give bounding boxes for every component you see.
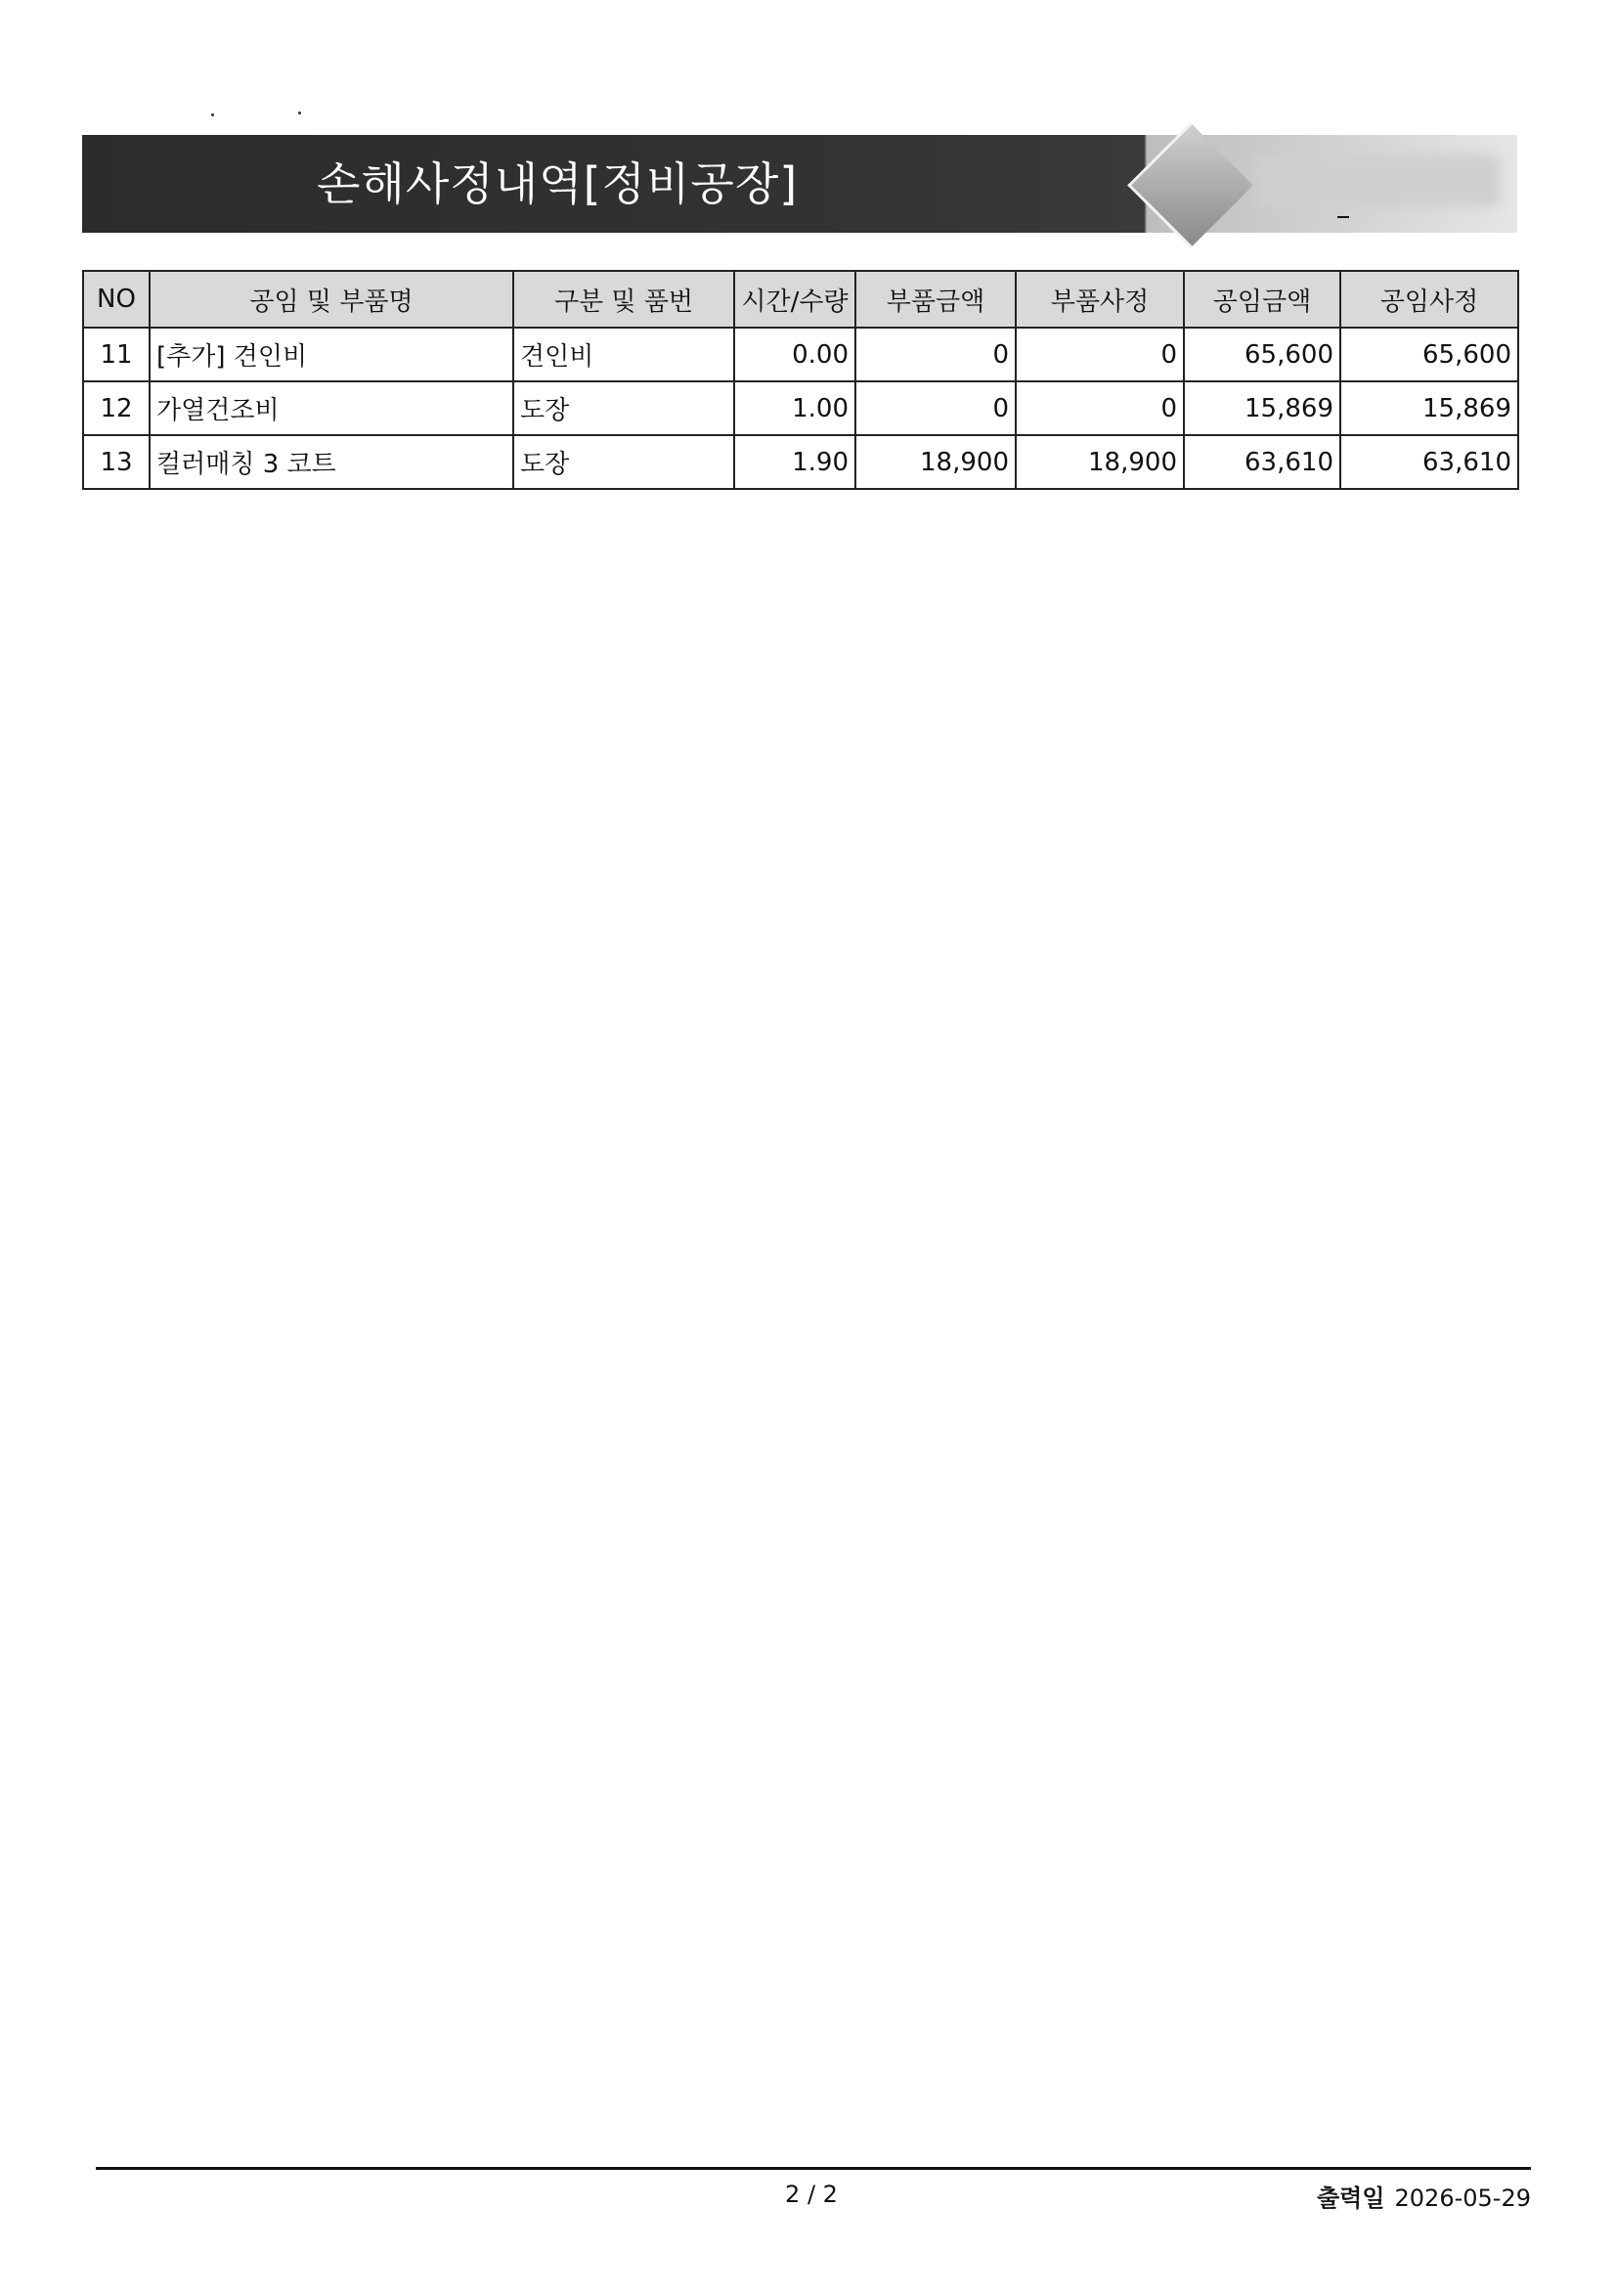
redacted-area (1255, 155, 1500, 207)
page-title: 손해사정내역[정비공장] (317, 157, 799, 210)
item-name: 가열건조비 (150, 381, 513, 435)
table-row (83, 328, 1518, 381)
scan-mark (211, 113, 214, 116)
item-category: 도장 (513, 435, 734, 489)
item-name: 컬러매칭 3 코트 (150, 435, 513, 489)
column-header: 공임 및 부품명 (150, 271, 513, 328)
part-assessed: 18,900 (1016, 435, 1184, 489)
print-date-block (1261, 2179, 1531, 2213)
column-header: 부품사정 (1016, 271, 1184, 328)
part-assessed: 0 (1016, 381, 1184, 435)
print-date-value: 2026-05-29 (1394, 2185, 1531, 2212)
item-name: [추가] 견인비 (150, 328, 513, 381)
labor-amount: 15,869 (1184, 381, 1340, 435)
title-banner (82, 135, 1517, 233)
dash-mark (1337, 216, 1349, 218)
diamond-decoration (1127, 122, 1253, 248)
assessment-table (82, 270, 1519, 490)
column-header: 부품금액 (855, 271, 1016, 328)
column-header: 공임금액 (1184, 271, 1340, 328)
row-number: 13 (83, 435, 150, 489)
table-row (83, 381, 1518, 435)
labor-amount: 65,600 (1184, 328, 1340, 381)
item-quantity: 1.00 (734, 381, 855, 435)
item-category: 견인비 (513, 328, 734, 381)
item-quantity: 1.90 (734, 435, 855, 489)
row-number: 12 (83, 381, 150, 435)
page-number: 2 / 2 (785, 2181, 838, 2208)
row-number: 11 (83, 328, 150, 381)
column-header: 구분 및 품번 (513, 271, 734, 328)
labor-assessed: 15,869 (1340, 381, 1518, 435)
print-date-label: 출력일 (1316, 2185, 1385, 2212)
labor-amount: 63,610 (1184, 435, 1340, 489)
table-header-row (83, 271, 1518, 328)
column-header: 공임사정 (1340, 271, 1518, 328)
labor-assessed: 63,610 (1340, 435, 1518, 489)
item-quantity: 0.00 (734, 328, 855, 381)
part-amount: 0 (855, 381, 1016, 435)
table-row (83, 435, 1518, 489)
part-amount: 18,900 (855, 435, 1016, 489)
footer-divider (96, 2167, 1531, 2170)
column-header: NO (83, 271, 150, 328)
labor-assessed: 65,600 (1340, 328, 1518, 381)
column-header: 시간/수량 (734, 271, 855, 328)
part-assessed: 0 (1016, 328, 1184, 381)
part-amount: 0 (855, 328, 1016, 381)
scan-mark (298, 111, 301, 114)
item-category: 도장 (513, 381, 734, 435)
